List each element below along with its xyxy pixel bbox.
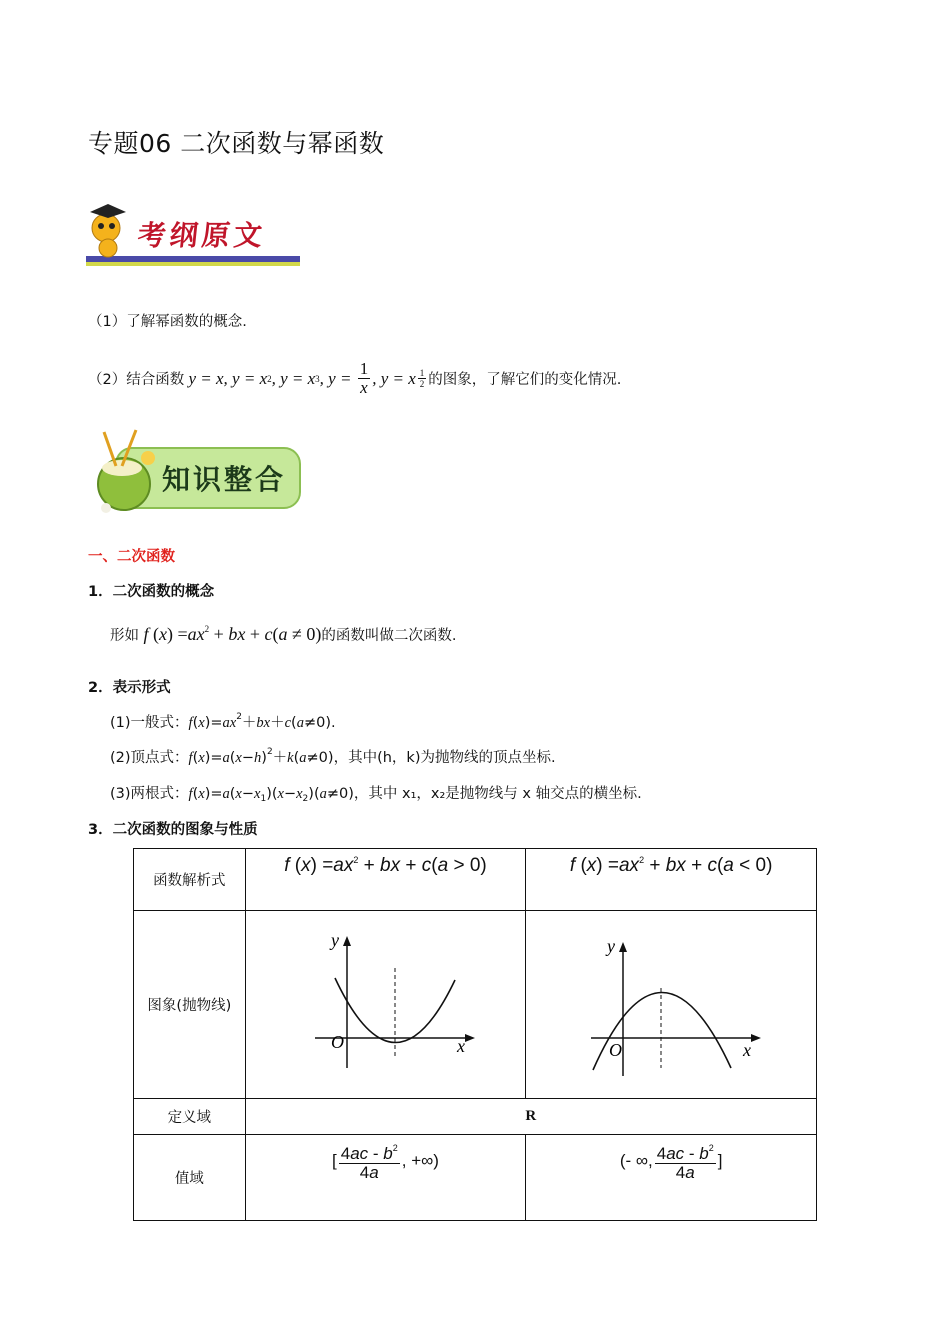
- form-roots: (3)两根式：$f(x)=a(x-x_1)(x-x_2)(a\ne 0)$，其中 x₁，x₂是抛物线与 x 轴交点的横坐标.: [110, 786, 642, 804]
- range-a-negative-formula: (- ∞, $\frac{4ac - b^2}{4a}$ ]: [620, 1139, 723, 1182]
- page-title: 专题06 二次函数与幂函数: [88, 129, 385, 158]
- power-functions-formula: y = x, y = x 2 , y = x 3 , y = $\frac{1}{x}$ , y = x $\frac{1}{2}$: [184, 359, 425, 397]
- table-row: [134, 1135, 817, 1221]
- svg-text:O: O: [331, 1031, 345, 1052]
- svg-text:y: y: [607, 935, 616, 956]
- formula-a-negative: f $(x) =ax^2$ + bx + c(a < 0): [569, 855, 773, 876]
- form-roots-label: (3)两根式：: [110, 786, 189, 802]
- graph-downward-parabola: [526, 911, 817, 1099]
- subheading-graph-properties: 3．二次函数的图象与性质: [88, 822, 258, 838]
- table-row: [134, 1099, 817, 1135]
- outline-item-2: [88, 360, 621, 397]
- form-roots-tail: ，其中 x₁，x₂是抛物线与 x 轴交点的横坐标.: [353, 786, 642, 802]
- range-a-negative: [526, 1135, 817, 1221]
- row-label-graph: 图象(抛物线): [134, 911, 246, 1099]
- svg-text:x: x: [743, 1039, 752, 1060]
- svg-text:O: O: [609, 1039, 623, 1060]
- svg-text:x: x: [457, 1035, 466, 1056]
- subheading-forms: 2．表示形式: [88, 680, 171, 696]
- table-row: [134, 911, 817, 1099]
- range-a-positive: [245, 1135, 526, 1221]
- form-vertex-formula: f: [188, 750, 193, 766]
- graph-upward-parabola: [245, 911, 526, 1099]
- form-vertex-tail: ，其中(h，k)为抛物线的顶点坐标.: [333, 750, 556, 766]
- row-label-expression: 函数解析式: [134, 849, 246, 911]
- expression-a-negative: [526, 849, 817, 911]
- syllabus-badge-label: 考纲原文: [136, 219, 268, 252]
- row-label-domain: 定义域: [134, 1099, 246, 1135]
- knowledge-badge-label: 知识整合: [162, 463, 287, 496]
- outline-item-2-prefix: （2）结合函数: [88, 372, 185, 388]
- form-roots-formula: f: [188, 786, 193, 802]
- concept-suffix: 的函数叫做二次函数.: [321, 628, 457, 644]
- quadratic-properties-table: [133, 848, 817, 1221]
- knowledge-badge: [86, 428, 302, 514]
- quadratic-general-formula: f $(x) =ax^2$ + bx + c(a ≠ 0): [139, 624, 322, 644]
- expression-a-positive: [245, 849, 526, 911]
- form-general-label: (1)一般式：: [110, 715, 189, 731]
- svg-text:y: y: [331, 929, 340, 950]
- form-vertex-label: (2)顶点式：: [110, 750, 189, 766]
- formula-a-positive: f $(x) =ax^2$ + bx + c(a > 0): [284, 855, 487, 876]
- range-a-positive-formula: [ $\frac{4ac - b^2}{4a}$ , +∞): [332, 1139, 439, 1182]
- form-general: (1)一般式：$f(x)=ax^2+bx+c(a\ne 0)$.: [110, 712, 336, 731]
- outline-item-1: （1）了解幂函数的概念.: [88, 314, 247, 330]
- concept-prefix: 形如: [110, 628, 139, 644]
- outline-item-2-suffix: 的图象，了解它们的变化情况.: [428, 372, 622, 388]
- table-row: [134, 849, 817, 911]
- form-general-formula: f: [188, 715, 193, 731]
- domain-value: R: [245, 1099, 816, 1135]
- upward-parabola-graph: [285, 928, 485, 1078]
- concept-definition: [110, 624, 456, 645]
- downward-parabola-graph: [571, 928, 771, 1078]
- row-label-range: 值域: [134, 1135, 246, 1221]
- subheading-concept: 1．二次函数的概念: [88, 584, 215, 600]
- form-vertex: (2)顶点式：$f(x)=a(x-h)^2+k(a\ne 0)$，其中(h，k)为抛物线的顶点坐标.: [110, 747, 556, 766]
- syllabus-badge: [86, 196, 302, 272]
- section-heading-quadratic: 一、二次函数: [88, 549, 175, 565]
